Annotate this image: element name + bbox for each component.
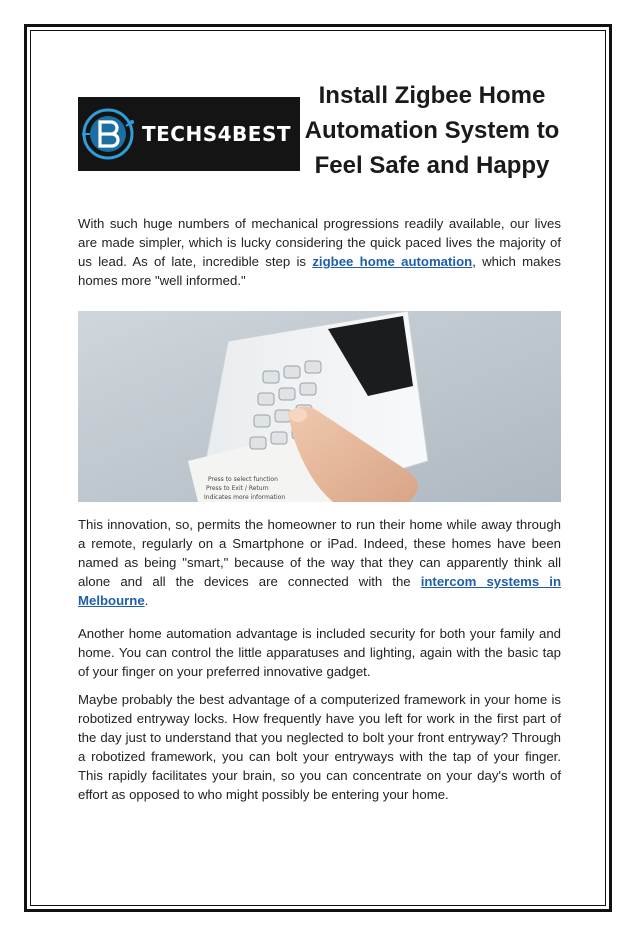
logo-text: TECHS4BEST — [142, 122, 291, 146]
locks-paragraph: Maybe probably the best advantage of a computerized framework in your home is robotized entryway locks. How frequently have you left for work in the first part of the day just to understand that you neglected to bolt your front entryway? Through a robotized framework, you can bolt your entryways with the tap of your finger. This rapidly facilitates your brain, so you can concentrate on your day's worth of effort as opposed to who might possibly be entering your home. — [78, 692, 561, 802]
techs4best-logo — [78, 97, 300, 171]
title-line-2: Automation System to — [304, 117, 560, 144]
photo-label-2: Press to Exit / Return — [206, 485, 269, 492]
intercom-systems-link[interactable]: intercom systems in Melbourne — [78, 574, 562, 608]
innovation-text-end: . — [144, 593, 149, 608]
logo-emblem-icon — [78, 104, 138, 164]
intro-paragraph — [78, 214, 561, 290]
title-line-1: Install Zigbee Home — [318, 82, 546, 109]
title-line-3: Feel Safe and Happy — [314, 152, 550, 179]
page-title — [298, 78, 566, 183]
photo-label-3: Indicates more information — [204, 494, 286, 501]
zigbee-home-automation-link[interactable]: zigbee home automation — [312, 254, 473, 269]
security-paragraph: Another home automation advantage is included security for both your family and home. You can control the little apparatuses and lighting, again with the basic tap of your finger on your preferred innovative gadget. — [78, 626, 561, 679]
intro-text: With such huge numbers of mechanical progressions readily available, our lives are made simpler, which is lucky considering the quick paced lives the majority of us lead. As of late, incredible step is — [78, 216, 561, 269]
keypad-photo — [78, 311, 561, 502]
photo-label-1: Press to select function — [208, 476, 278, 483]
innovation-paragraph — [78, 515, 561, 610]
intro-text-end: , which makes homes more "well informed." — [78, 254, 561, 288]
innovation-text: This innovation, so, permits the homeowner to run their home while away through a remote, regularly on a Smartphone or iPad. Indeed, these homes have been named as being "smart," because of the way that they can apparently think all alone and all the devices are connected with the — [78, 517, 561, 589]
